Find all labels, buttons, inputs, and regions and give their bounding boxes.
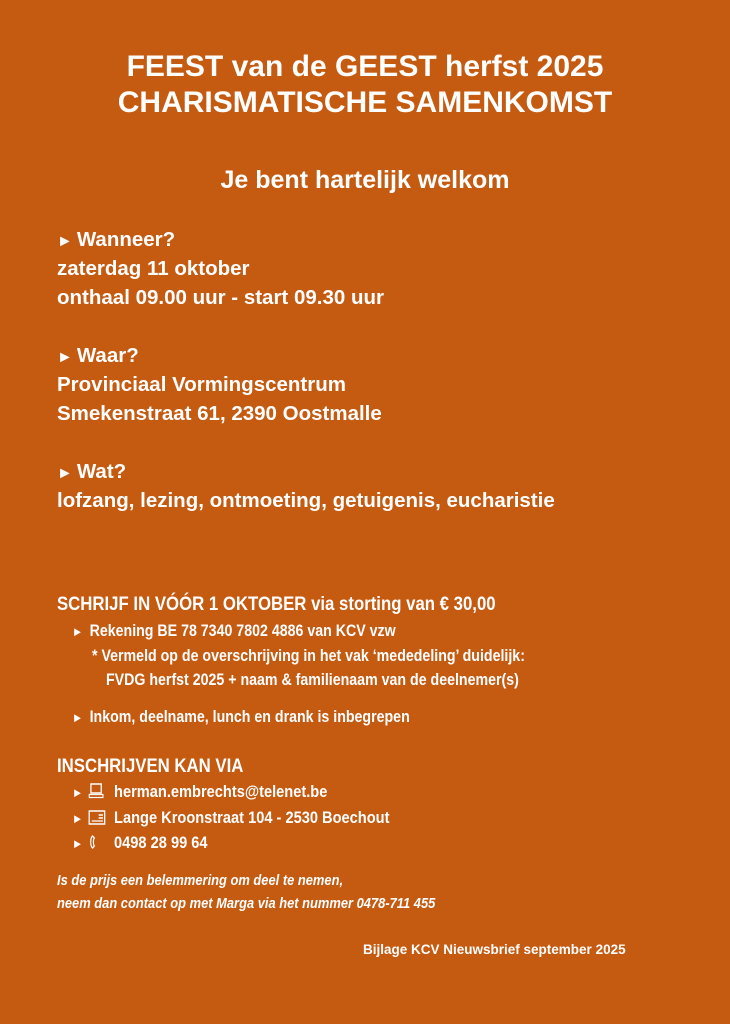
triangle-marker-icon: ► xyxy=(72,710,84,725)
section-what-heading: ► Wat? xyxy=(57,460,127,483)
section-when-heading: ► Wanneer? xyxy=(57,228,176,251)
registration-included: ► Inkom, deelname, lunch en drank is inbegrepen xyxy=(72,708,410,726)
price-note-line-2: neem dan contact op met Marga via het nummer 0478-711 455 xyxy=(57,895,436,912)
registration-headline: SCHRIJF IN VÓÓR 1 OKTOBER via storting van € 30,00 xyxy=(57,593,496,615)
price-note-line-1: Is de prijs een belemmering om deel te nemen, xyxy=(57,872,344,889)
triangle-marker-icon: ► xyxy=(57,233,73,250)
section-when-time: onthaal 09.00 uur - start 09.30 uur xyxy=(57,286,384,309)
contact-address: Lange Kroonstraat 104 - 2530 Boechout xyxy=(114,808,390,827)
section-where-venue: Provinciaal Vormingscentrum xyxy=(57,373,346,396)
section-when-date: zaterdag 11 oktober xyxy=(57,257,250,280)
triangle-marker-icon: ► xyxy=(57,465,73,482)
triangle-marker-icon: ► xyxy=(72,785,84,800)
section-where-heading: ► Waar? xyxy=(57,344,139,367)
contact-email-row xyxy=(72,780,369,805)
contact-heading: INSCHRIJVEN KAN VIA xyxy=(57,755,244,777)
triangle-marker-icon: ► xyxy=(72,836,84,851)
contact-phone[interactable]: 0498 28 99 64 xyxy=(114,833,208,852)
telephone-icon xyxy=(88,831,114,855)
contact-phone-row xyxy=(72,831,230,856)
triangle-marker-icon: ► xyxy=(72,624,84,639)
contact-email[interactable]: herman.embrechts@telenet.be xyxy=(114,782,328,801)
footer-attachment-note: Bijlage KCV Nieuwsbrief september 2025 xyxy=(363,942,626,957)
triangle-marker-icon: ► xyxy=(72,811,84,826)
triangle-marker-icon: ► xyxy=(57,349,73,366)
welcome-heading: Je bent hartelijk welkom xyxy=(220,166,510,194)
title-line-1: FEEST van de GEEST herfst 2025 xyxy=(126,50,604,83)
registration-note-line-1: * Vermeld op de overschrijving in het vak ‘mededeling’ duidelijk: xyxy=(92,647,525,665)
registration-note-line-2: FVDG herfst 2025 + naam & familienaam van de deelnemer(s) xyxy=(106,671,519,689)
section-where-address: Smekenstraat 61, 2390 Oostmalle xyxy=(57,402,382,425)
computer-icon xyxy=(88,780,114,804)
mail-envelope-icon xyxy=(88,806,114,830)
section-what-program: lofzang, lezing, ontmoeting, getuigenis, eucharistie xyxy=(57,489,555,512)
contact-address-row xyxy=(72,806,441,831)
title-line-2: CHARISMATISCHE SAMENKOMST xyxy=(117,86,613,119)
registration-account: ► Rekening BE 78 7340 7802 4886 van KCV vzw xyxy=(72,622,396,640)
